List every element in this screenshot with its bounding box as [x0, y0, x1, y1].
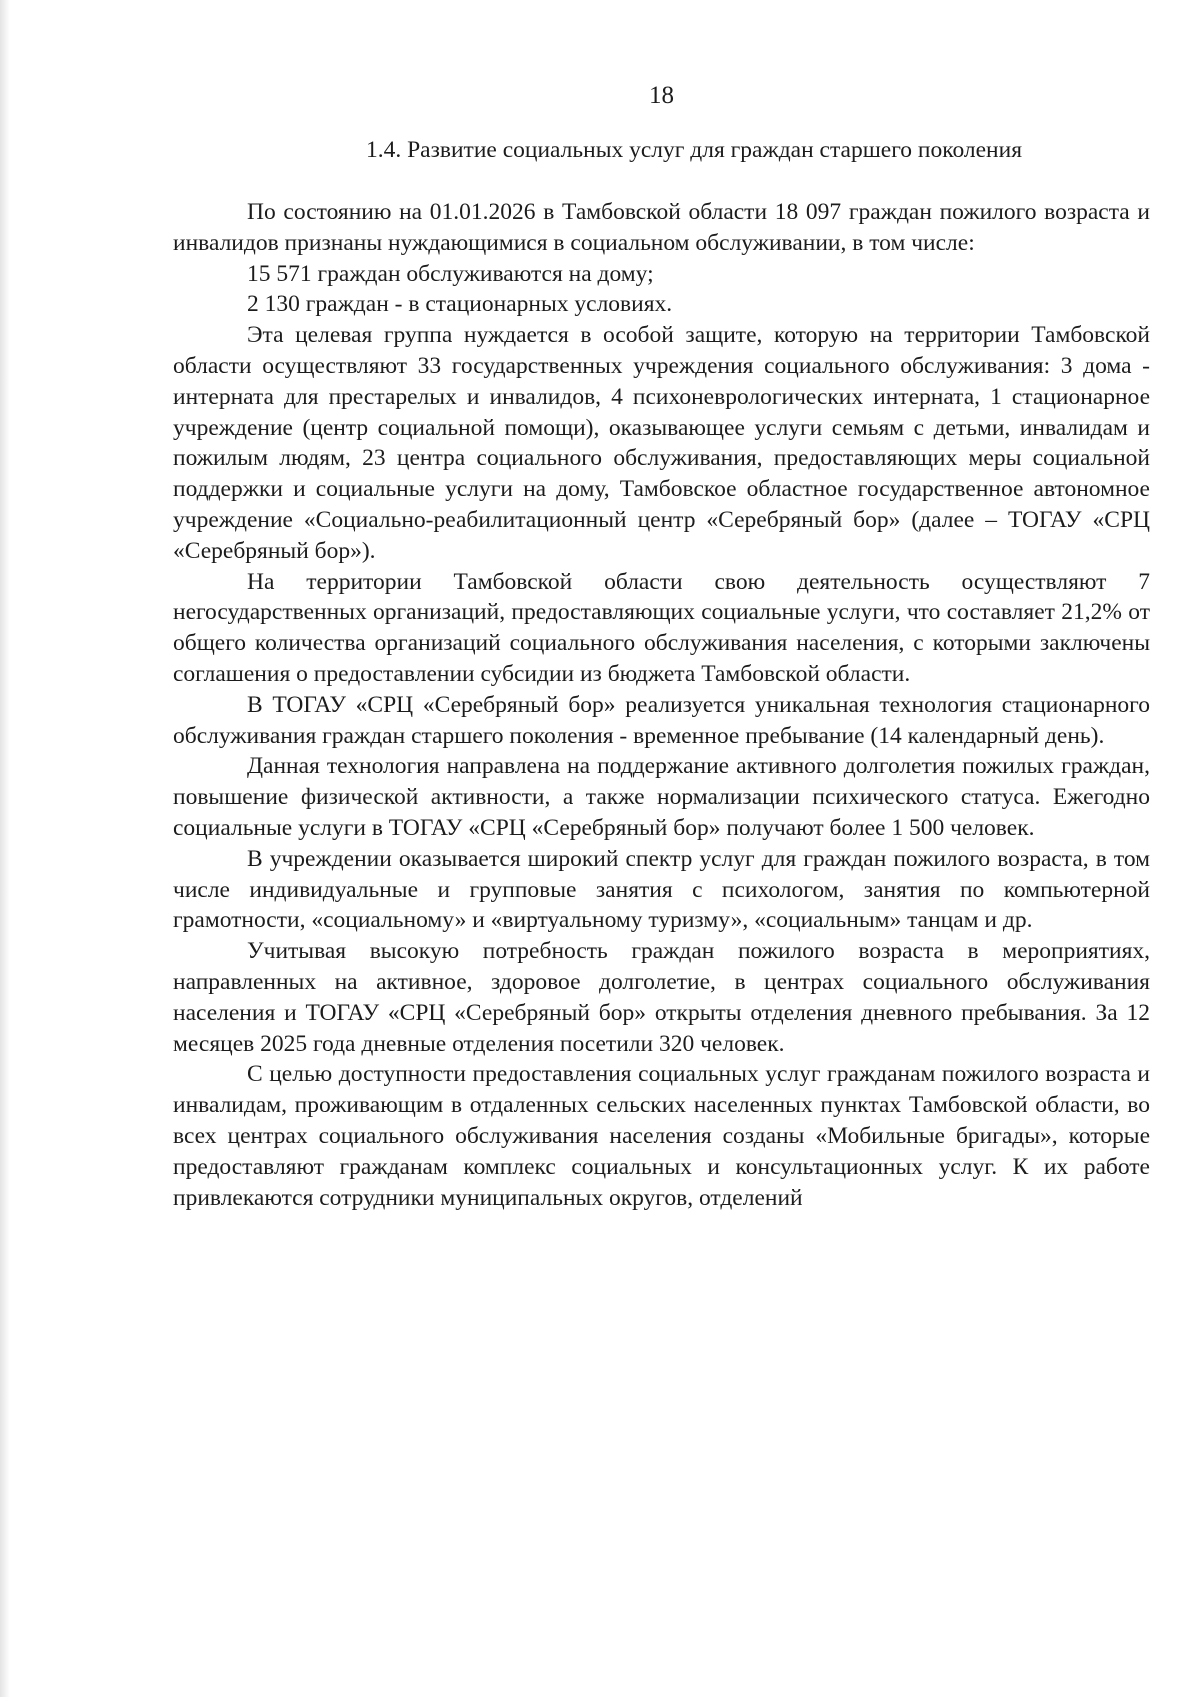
paragraph-technology: В ТОГАУ «СРЦ «Серебряный бор» реализуется уникальная технология стационарного обслуживания граждан старшего поколения - временное пребывание (14 календарный день).	[173, 691, 1150, 749]
scan-edge	[0, 0, 10, 1697]
page-number: 18	[649, 82, 674, 109]
paragraph-target-group: Эта целевая группа нуждается в особой защите, которую на территории Тамбовской области осуществляют 33 государственных учреждения социального обслуживания: 3 дома - интерната для престарелых и инвалидов, 4 психоневрологических интерната, 1 стационарное учреждение (центр социальной помощи), оказывающее услуги семьям с детьми, инвалидам и пожилым людям, 23 центра социального обслуживания, предоставляющих меры социальной поддержки и социальные услуги на дому, Тамбовское областное государственное автономное учреждение «Социально-реабилитационный центр «Серебряный бор» (далее – ТОГАУ «СРЦ «Серебряный бор»).	[173, 322, 1150, 564]
paragraph-stationary: 2 130 граждан - в стационарных условиях.	[247, 291, 673, 318]
section-title: 1.4. Развитие социальных услуг для граждан старшего поколения	[365, 137, 1023, 163]
paragraph-home-service: 15 571 граждан обслуживаются на дому;	[247, 260, 654, 287]
paragraph-longevity: Данная технология направлена на поддержание активного долголетия пожилых граждан, повышение физической активности, а также нормализации психического статуса. Ежегодно социальные услуги в ТОГАУ «СРЦ «Серебряный бор» получают более 1 500 человек.	[173, 753, 1150, 841]
paragraph-mobile-teams: С целью доступности предоставления социальных услуг гражданам пожилого возраста и инвалидам, проживающим в отдаленных сельских населенных пунктах Тамбовской области, во всех центрах социального обслуживания населения созданы «Мобильные бригады», которые предоставляют гражданам комплекс социальных и консультационных услуг. К их работе привлекаются сотрудники муниципальных округов, отделений	[173, 1061, 1150, 1211]
paragraph-nongovernmental: На территории Тамбовской области свою деятельность осуществляют 7 негосударственных организаций, предоставляющих социальные услуги, что составляет 21,2% от общего количества организаций социального обслуживания населения, с которыми заключены соглашения о предоставлении субсидии из бюджета Тамбовской области.	[173, 568, 1150, 687]
paragraph-intro: По состоянию на 01.01.2026 в Тамбовской области 18 097 граждан пожилого возраста и инвалидов признаны нуждающимися в социальном обслуживании, в том числе:	[173, 199, 1150, 256]
paragraph-services: В учреждении оказывается широкий спектр услуг для граждан пожилого возраста, в том числе индивидуальные и групповые занятия с психологом, занятия по компьютерной грамотности, «социальному» и «виртуальному туризму», «социальным» танцам и др.	[173, 845, 1150, 934]
document-body	[173, 197, 1150, 1213]
paragraph-day-stay: Учитывая высокую потребность граждан пожилого возраста в мероприятиях, направленных на активное, здоровое долголетие, в центрах социального обслуживания населения и ТОГАУ «СРЦ «Серебряный бор» открыты отделения дневного пребывания. За 12 месяцев 2025 года дневные отделения посетили 320 человек.	[173, 938, 1150, 1057]
